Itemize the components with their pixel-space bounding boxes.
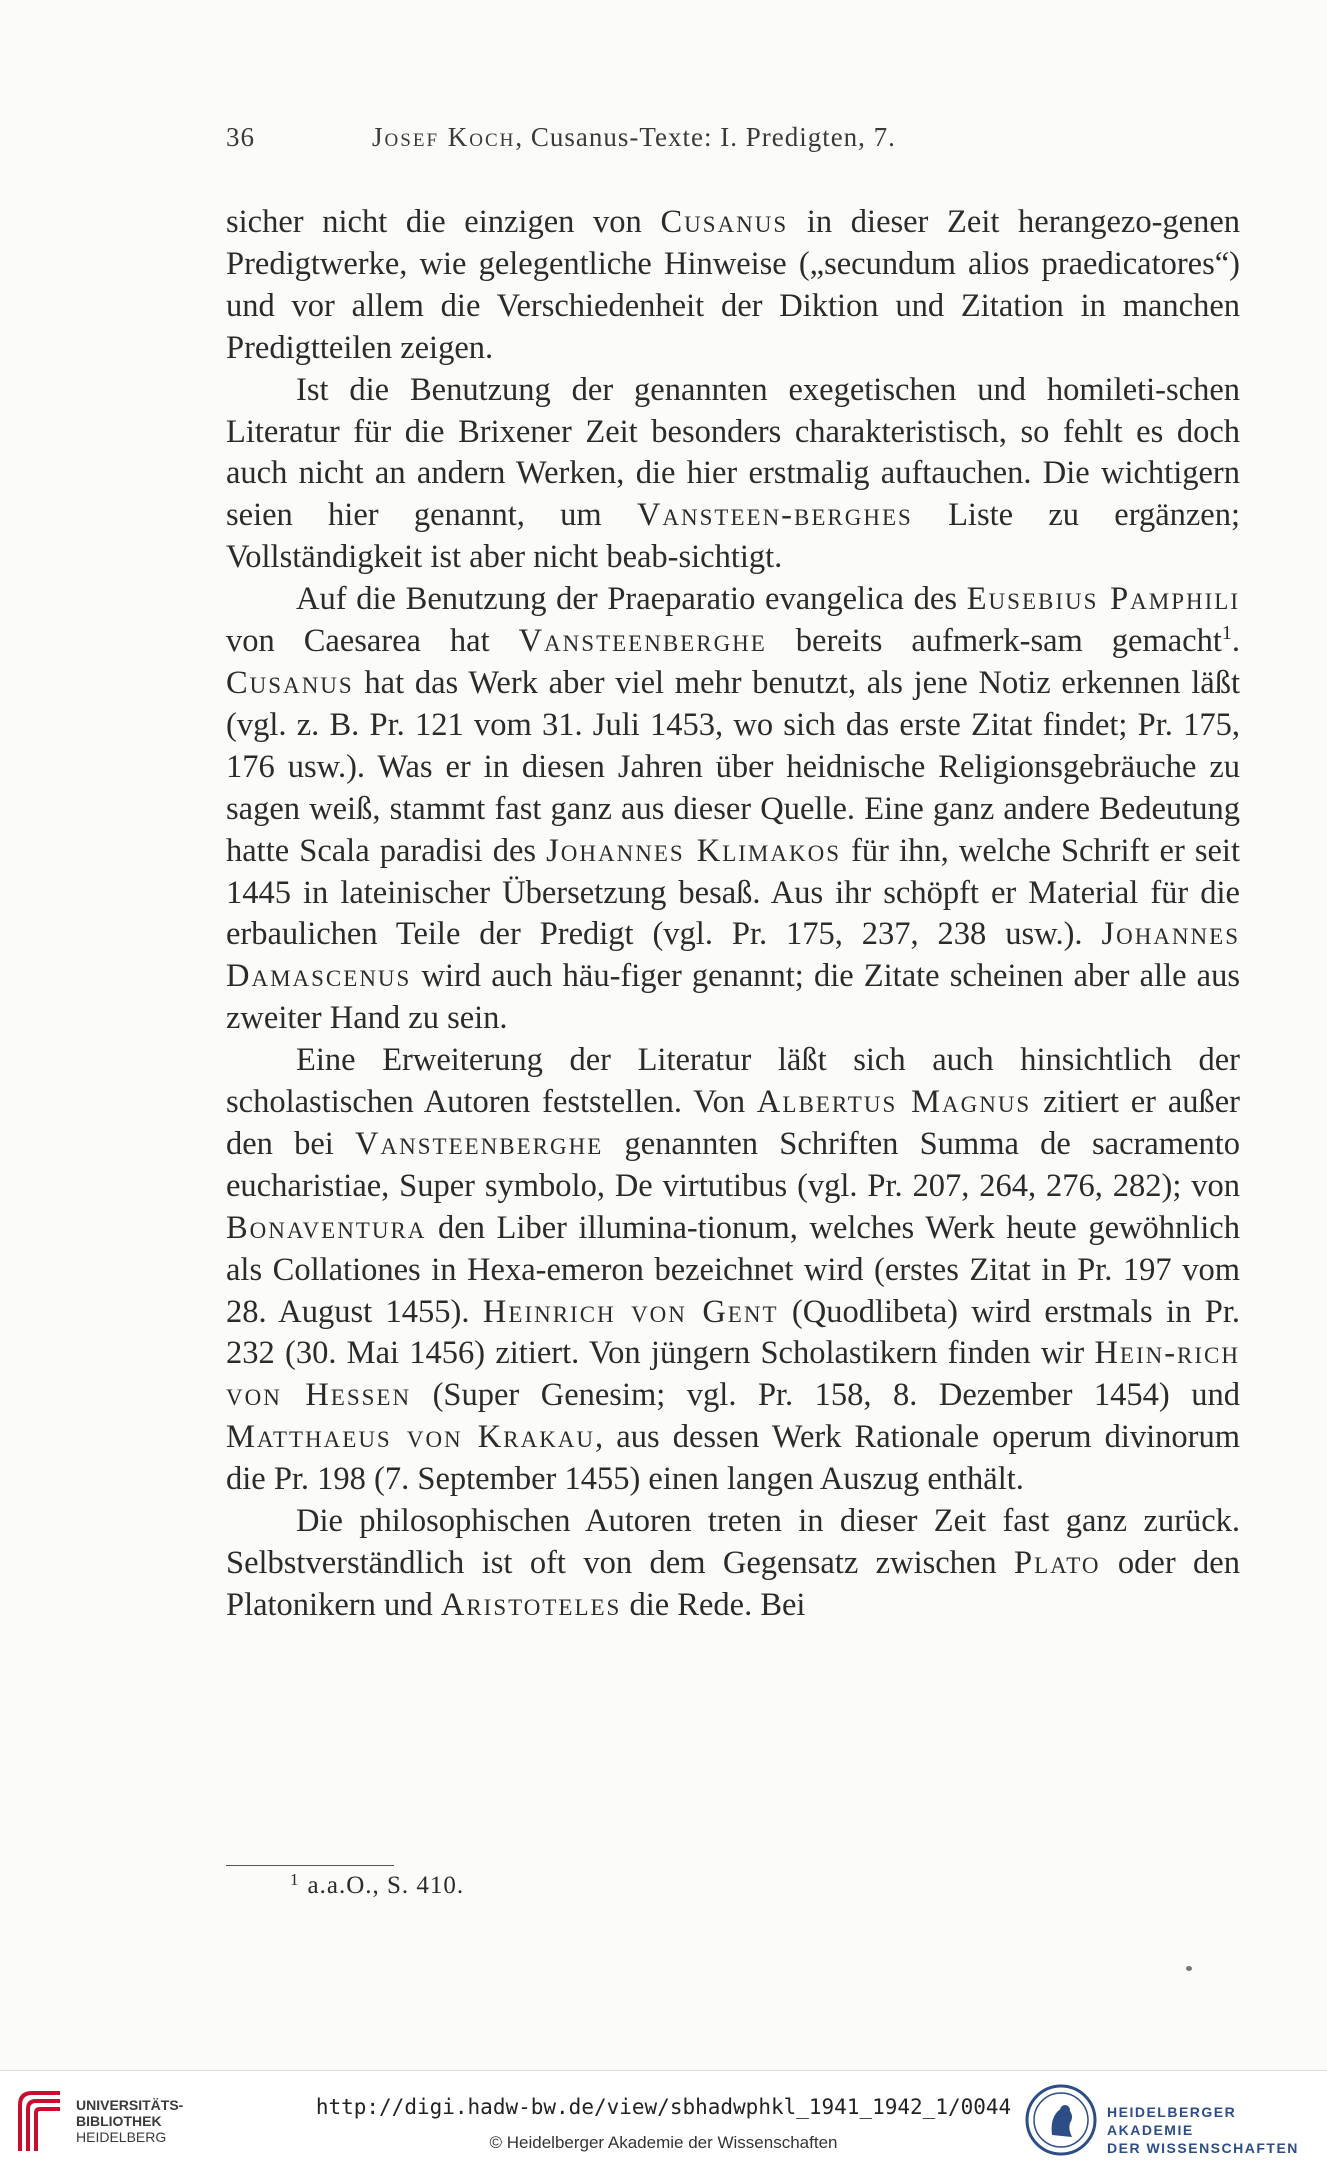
name-small-caps: Aristoteles <box>440 1586 622 1623</box>
name-small-caps: Matthaeus von Krakau <box>226 1419 596 1456</box>
academy-seal-icon <box>1024 2083 1098 2157</box>
text-run: Liste zu ergänzen; Vollständigkeit ist aber nicht beab-sichtigt. <box>226 497 1240 576</box>
running-title <box>226 122 1042 153</box>
paragraph <box>226 1040 1240 1501</box>
text-run: von Caesarea hat <box>226 623 519 660</box>
scan-speck <box>1186 1966 1192 1971</box>
footnote-marker: 1 <box>290 1870 300 1889</box>
name-small-caps: Hein-rich von Hessen <box>226 1335 1240 1414</box>
name-small-caps: Cusanus <box>660 204 789 240</box>
text-run: Die philosophischen Autoren treten in dieser Zeit fast ganz zurück. Selbstverständlich ist oft von dem Gegensatz zwischen <box>226 1503 1240 1581</box>
text-run: wird auch häu-figer genannt; die Zitate scheinen aber alle aus zweiter Hand zu sein. <box>226 958 1240 1037</box>
name-small-caps: Plato <box>1014 1545 1101 1581</box>
text-run: sicher nicht die einzigen von <box>226 204 661 240</box>
text-run: Auf die Benutzung der Praeparatio evangelica des <box>296 581 967 618</box>
name-small-caps: Cusanus <box>226 664 354 701</box>
viewer-footer <box>0 2070 1327 2172</box>
name-small-caps: Johannes Klimakos <box>546 832 842 869</box>
text-run: Eine Erweiterung der Literatur läßt sich auch hinsichtlich der scholastischen Autoren feststellen. Von <box>226 1042 1240 1121</box>
text-run: (Quodlibeta) wird erstmals in Pr. 232 (30. Mai 1456) zitiert. Von jüngern Scholastikern finden wir <box>226 1293 1240 1372</box>
text-run: den Liber illumina-tionum, welches Werk heute gewöhnlich als Collationes in Hexa-emeron bezeichnet wird (erstes Zitat in Pr. 197 vom 28. August 1455). <box>226 1209 1240 1330</box>
name-small-caps: Albertus Magnus <box>756 1084 1032 1121</box>
paragraph <box>226 370 1240 580</box>
copyright-notice: © Heidelberger Akademie der Wissenschaften <box>489 2133 838 2152</box>
text-run: für ihn, welche Schrift er seit 1445 in lateinischer Übersetzung besaß. Aus ihr schöpft er Material für die erbaulichen Teile der Predigt (vgl. Pr. 175, 237, 238 usw.). <box>226 832 1240 953</box>
text-run: oder den Platonikern und <box>226 1545 1240 1623</box>
footnote-rule <box>226 1865 394 1866</box>
text-run: zitiert er außer den bei <box>226 1084 1240 1162</box>
text-run: die Rede. Bei <box>621 1586 806 1623</box>
name-small-caps: Bonaventura <box>226 1209 427 1246</box>
body-text <box>226 202 1240 1627</box>
name-small-caps: Heinrich von Gent <box>482 1293 779 1330</box>
name-small-caps: Johannes Damascenus <box>226 916 1240 995</box>
name-small-caps: Vansteen-berghes <box>636 497 913 534</box>
name-small-caps: Vansteenberghe <box>518 623 767 660</box>
paragraph <box>226 1501 1240 1627</box>
paragraph <box>226 202 1240 370</box>
text-run: Ist die Benutzung der genannten exegetischen und homileti-schen Literatur für die Brixener Zeit besonders charakteristisch, so fehlt es doch auch nicht an andern Werken, die hier erstmalig auftauchen. Die wichtigern seien hier genannt, um <box>226 371 1240 534</box>
name-small-caps: Eusebius Pamphili <box>966 581 1240 618</box>
university-library-name: UNIVERSITÄTS- BIBLIOTHEK HEIDELBERG <box>76 2097 184 2145</box>
paragraph <box>226 579 1240 1040</box>
footnote <box>290 1872 464 1900</box>
text-run: in dieser Zeit herangezo-genen Predigtwerke, wie gelegentliche Hinweise („secundum alios praedicatores“) und vor allem die Verschiedenheit der Diktion und Zitation in manchen Predigtteilen zeigen. <box>226 204 1241 366</box>
text-run: hat das Werk aber viel mehr benutzt, als jene Notiz erkennen läßt (vgl. z. B. Pr. 121 vom 31. Juli 1453, wo sich das erste Zitat findet; Pr. 175, 176 usw.). Was er in diesen Jahren über heidnische Religionsgebräuche zu sagen weiß, stammt fast ganz aus dieser Quelle. Eine ganz andere Bedeutung hatte Scala paradisi des <box>226 664 1240 869</box>
academy-name: HEIDELBERGER AKADEMIE DER WISSENSCHAFTEN <box>1107 2104 1299 2156</box>
text-run: . <box>1231 623 1240 660</box>
name-small-caps: Vansteenberghe <box>355 1125 604 1162</box>
text-run: bereits aufmerk-sam gemacht <box>766 623 1222 660</box>
footnote-reference: 1 <box>1221 622 1232 645</box>
text-run: genannten Schriften Summa de sacramento eucharistiae, Super symbolo, De virtutibus (vgl. Pr. 207, 264, 276, 282); von <box>226 1125 1240 1204</box>
page-number: 36 <box>226 122 255 152</box>
header-title: , Cusanus-Texte: I. Predigten, 7. <box>515 122 896 152</box>
permalink-url[interactable]: http://digi.hadw-bw.de/view/sbhadwphkl_1941_1942_1/0044 <box>315 2095 1012 2119</box>
text-run: (Super Genesim; vgl. Pr. 158, 8. Dezember 1454) und <box>411 1377 1240 1414</box>
header-author: Josef Koch <box>372 122 516 152</box>
text-run: , aus dessen Werk Rationale operum divinorum die Pr. 198 (7. September 1455) einen langen Auszug enthält. <box>226 1419 1240 1498</box>
footnote-text: a.a.O., S. 410. <box>307 1872 465 1899</box>
